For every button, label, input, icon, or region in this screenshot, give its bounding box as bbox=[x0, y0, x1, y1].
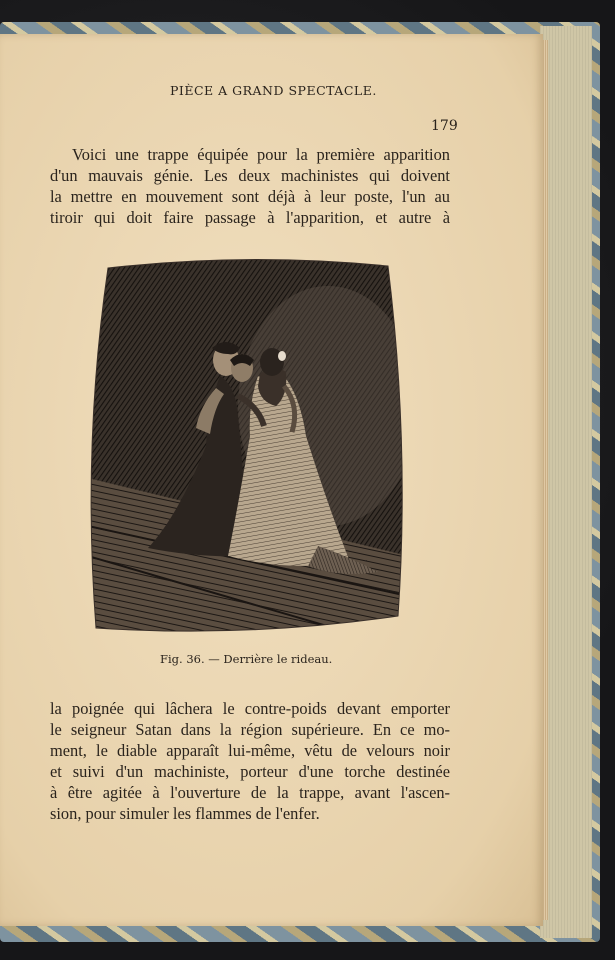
running-title: PIÈCE A GRAND SPECTACLE. bbox=[170, 83, 377, 98]
text-line: la mettre en mouvement sont déjà à leur poste, l'un au bbox=[50, 187, 450, 206]
text-line: d'un mauvais génie. Les deux machinistes qui doivent bbox=[50, 166, 450, 185]
text-line: Voici une trappe équipée pour la première apparition bbox=[72, 145, 450, 164]
text-line: ment, le diable apparaît lui-même, vêtu de velours noir bbox=[50, 741, 450, 760]
text-line: tiroir qui doit faire passage à l'apparition, et autre à bbox=[50, 208, 450, 227]
paragraph-bottom bbox=[50, 698, 450, 824]
text-line: à être agitée à l'ouverture de la trappe, avant l'ascen- bbox=[50, 783, 450, 802]
text-line: la poignée qui lâchera le contre-poids devant emporter bbox=[50, 699, 450, 718]
page-number: 179 bbox=[431, 118, 458, 134]
text-line: et suivi d'un machiniste, porteur d'une torche destinée bbox=[50, 762, 450, 781]
figure-caption: Fig. 36. — Derrière le rideau. bbox=[160, 652, 333, 666]
paragraph-top bbox=[50, 144, 450, 228]
engraving-illustration bbox=[88, 256, 408, 638]
text-line: sion, pour simuler les flammes de l'enfer. bbox=[50, 804, 320, 823]
text-line: le seigneur Satan dans la région supérieure. En ce mo- bbox=[50, 720, 450, 739]
